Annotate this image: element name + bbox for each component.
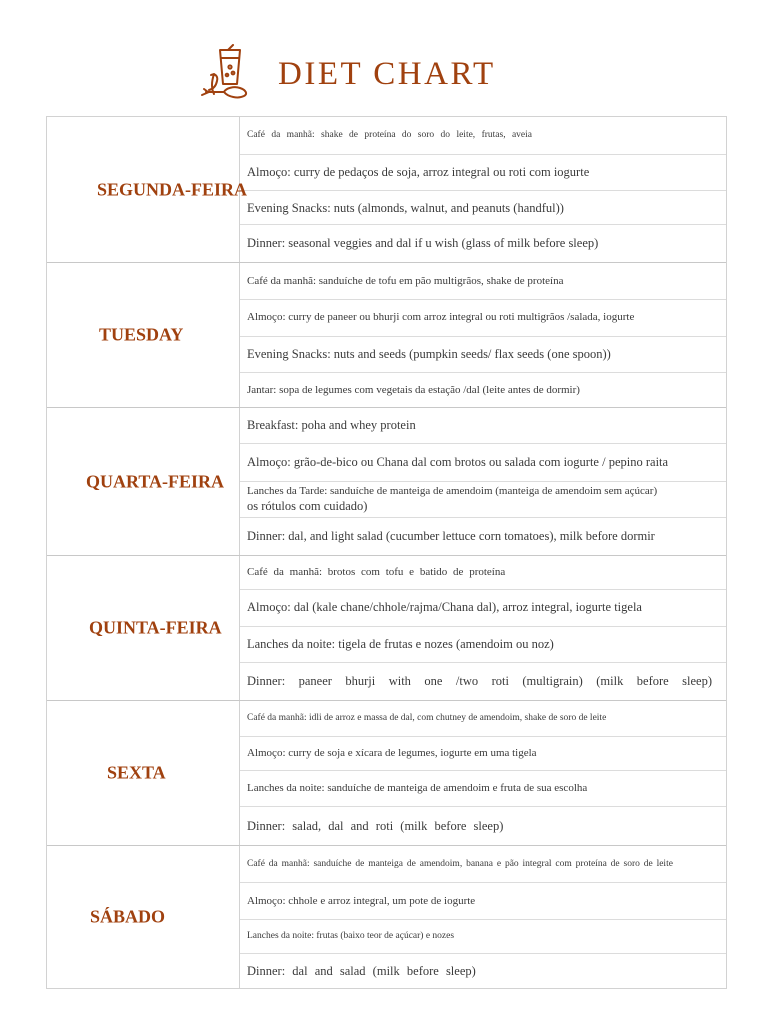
page-header	[0, 40, 768, 110]
meal-row	[240, 263, 726, 300]
day-block-wednesday	[47, 408, 726, 556]
meal-row	[240, 518, 726, 555]
meal-text: Evening Snacks: nuts (almonds, walnut, and peanuts (handful))	[247, 200, 564, 215]
meal-text: Café da manhã: shake de proteína do soro do leite, frutas, aveia	[247, 130, 532, 141]
meal-text: Evening Snacks: nuts and seeds (pumpkin seeds/ flax seeds (one spoon))	[247, 347, 611, 362]
day-block-monday	[47, 117, 726, 263]
meal-row	[240, 300, 726, 337]
day-cell	[47, 117, 248, 262]
day-block-thursday	[47, 556, 726, 701]
meal-text: Lanches da noite: sanduíche de manteiga de amendoim e fruta de sua escolha	[247, 782, 588, 795]
meal-row	[240, 444, 726, 482]
day-name: SEXTA	[107, 762, 166, 783]
meal-text: Dinner: seasonal veggies and dal if u wish (glass of milk before sleep)	[247, 236, 599, 251]
meal-row	[240, 482, 726, 519]
day-cell	[47, 701, 240, 845]
meal-row	[240, 590, 726, 627]
meal-text: Almoço: grão-de-bico ou Chana dal com brotos ou salada com iogurte / pepino raita	[247, 454, 669, 469]
meal-text: Dinner: dal, and light salad (cucumber lettuce corn tomatoes), milk before dormir	[247, 529, 655, 544]
meal-text: Almoço: curry de pedaços de soja, arroz integral ou roti com iogurte	[247, 165, 590, 180]
meal-list	[240, 701, 726, 845]
day-name: QUINTA-FEIRA	[89, 617, 222, 638]
day-name: TUESDAY	[99, 324, 184, 345]
meal-row	[240, 373, 726, 407]
day-cell	[47, 263, 240, 407]
meal-row	[240, 337, 726, 374]
meal-list	[240, 846, 726, 988]
meal-text: Café da manhã: sanduíche de tofu em pão multigrãos, shake de proteína	[247, 274, 564, 287]
meal-row	[240, 771, 726, 808]
meal-text: Lanches da Tarde: sanduíche de manteiga de amendoim (manteiga de amendoim sem açúcar)	[247, 484, 658, 497]
meal-text: os rótulos com cuidado)	[247, 499, 368, 514]
day-block-saturday	[47, 846, 726, 988]
day-block-friday	[47, 701, 726, 846]
meal-text: Breakfast: poha and whey protein	[247, 418, 416, 433]
day-block-tuesday	[47, 263, 726, 408]
meal-text: Almoço: curry de soja e xícara de legumes, iogurte em uma tigela	[247, 746, 537, 759]
day-cell	[47, 846, 240, 988]
meal-row	[240, 954, 726, 988]
day-cell	[47, 408, 240, 555]
day-name: QUARTA-FEIRA	[86, 471, 225, 491]
meal-text: Jantar: sopa de legumes com vegetais da estação /dal (leite antes de dormir)	[247, 383, 580, 396]
meal-list	[240, 408, 726, 555]
meal-text: Lanches da noite: tigela de frutas e nozes (amendoim ou noz)	[247, 637, 554, 652]
meal-list	[240, 556, 726, 700]
meal-text: Lanches da noite: frutas (baixo teor de açúcar) e nozes	[247, 931, 455, 942]
meal-text: Dinner: salad, dal and roti (milk before sleep)	[247, 818, 504, 833]
meal-text: Café da manhã: sanduíche de manteiga de amendoim, banana e pão integral com proteína de soro de leite	[247, 858, 673, 869]
meal-row	[240, 408, 726, 444]
meal-text: Dinner: dal and salad (milk before sleep)	[247, 963, 476, 978]
meal-text: Almoço: curry de paneer ou bhurji com arroz integral ou roti multigrãos /salada, iogurte	[247, 311, 635, 324]
meal-row	[240, 883, 726, 920]
meal-list	[240, 117, 726, 262]
meal-row	[240, 556, 726, 590]
meal-row	[240, 627, 726, 664]
meal-text: Dinner: paneer bhurji with one /two roti (multigrain) (milk before sleep)	[247, 674, 712, 689]
day-name: SEGUNDA-FEIRA	[97, 179, 248, 199]
meal-row	[240, 117, 726, 155]
meal-row	[240, 225, 726, 262]
meal-row	[240, 701, 726, 737]
day-cell	[47, 556, 240, 700]
juice-and-vegetables-icon	[200, 44, 252, 100]
day-name: SÁBADO	[90, 906, 166, 927]
meal-text: Almoço: dal (kale chane/chhole/rajma/Chana dal), arroz integral, iogurte tigela	[247, 600, 642, 615]
meal-list	[240, 263, 726, 407]
meal-row	[240, 807, 726, 845]
meal-row	[240, 737, 726, 771]
meal-row	[240, 155, 726, 192]
meal-text: Café da manhã: idli de arroz e massa de dal, com chutney de amendoim, shake de soro de leite	[247, 713, 607, 724]
meal-row	[240, 663, 726, 700]
meal-text: Café da manhã: brotos com tofu e batido de proteína	[247, 566, 506, 579]
page-title: DIET CHART	[278, 56, 496, 92]
meal-text: Almoço: chhole e arroz integral, um pote de iogurte	[247, 894, 476, 907]
meal-row	[240, 846, 726, 883]
diet-chart-table	[46, 116, 727, 989]
meal-row	[240, 920, 726, 954]
meal-row	[240, 191, 726, 225]
